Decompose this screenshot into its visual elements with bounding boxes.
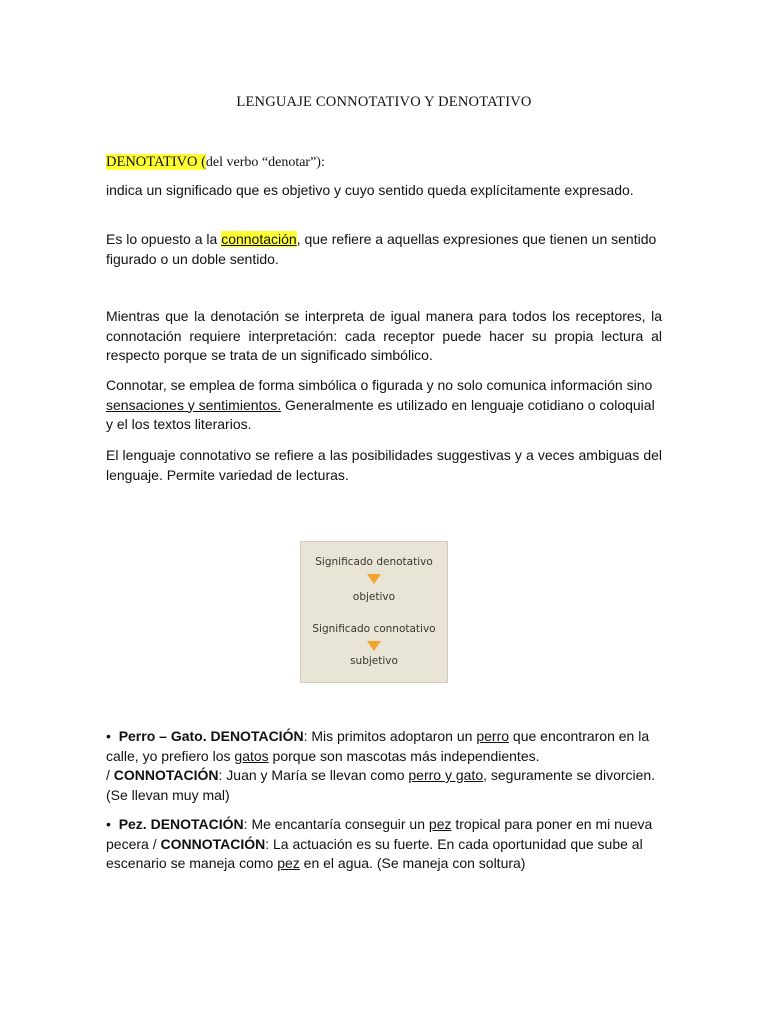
example-text: : La actuación es su fuerte. En cada oportunidad que sube al escenario se maneja como <box>106 835 643 871</box>
denotativo-heading <box>106 152 662 173</box>
document-title: LENGUAJE CONNOTATIVO Y DENOTATIVO <box>236 94 532 110</box>
example-text: , seguramente se divorcien. (Se llevan muy mal) <box>106 767 656 803</box>
slash-separator: / <box>106 767 114 783</box>
example-text: : Me encantaría conseguir un <box>243 816 429 832</box>
example-text: que encontraron en la calle, yo prefiero los <box>106 728 650 764</box>
connotacion-label: CONNOTACIÓN <box>113 767 219 783</box>
diagram-objetivo-label: objetivo <box>352 591 396 603</box>
example-text: tropical para poner en mi nueva pecera / <box>106 816 653 852</box>
connotar-paragraph <box>106 376 662 435</box>
example-text: en el agua. (Se maneja con soltura) <box>299 855 526 871</box>
diagram-subjetivo-label: subjetivo <box>350 655 398 667</box>
underlined-word: gatos <box>234 747 269 764</box>
example-heading: Pez. <box>118 816 147 832</box>
example-text: : Mis primitos adoptaron un <box>303 728 477 744</box>
significado-diagram <box>300 541 448 683</box>
connotar-before: Connotar, se emplea de forma simbólica o figurada y no solo comunica información sino <box>106 377 653 393</box>
denotativo-term: DENOTATIVO ( <box>106 154 206 170</box>
example-heading: Perro – Gato. <box>118 728 207 744</box>
bullet-icon: • <box>106 816 111 832</box>
mientras-paragraph: Mientras que la denotación se interpreta de igual manera para todos los receptores, la connotación requiere interpretación: cada receptor puede hacer su propia lectura al respecto porque se trata de un significado simbólico. <box>106 308 662 363</box>
example-perro-gato <box>106 727 662 805</box>
diagram-connotativo-label: Significado connotativo <box>312 623 436 635</box>
connotar-after: Generalmente es utilizado en lenguaje cotidiano o coloquial y el los textos literarios. <box>106 396 655 432</box>
lenguaje-paragraph: El lenguaje connotativo se refiere a las posibilidades suggestivas y a veces ambiguas del lenguaje. Permite variedad de lecturas. <box>106 447 662 483</box>
bullet-icon: • <box>106 728 111 744</box>
denotacion-label: DENOTACIÓN <box>210 728 304 744</box>
arrow-down-icon <box>367 574 381 584</box>
connotar-underlined: sensaciones y sentimientos. <box>106 396 282 413</box>
connotacion-label: CONNOTACIÓN <box>160 835 266 852</box>
opuesto-after: , que refiere a aquellas expresiones que tienen un sentido figurado o un doble sentido. <box>106 231 657 267</box>
underlined-word: perro <box>476 728 510 744</box>
diagram-denotativo-label: Significado denotativo <box>315 556 433 568</box>
arrow-down-icon <box>367 641 381 651</box>
denotacion-label: DENOTACIÓN <box>150 816 244 832</box>
opuesto-paragraph <box>106 230 662 269</box>
opuesto-before: Es lo opuesto a la <box>106 231 222 247</box>
underlined-word: perro y gato <box>408 767 484 783</box>
denotativo-definition: indica un significado que es objetivo y cuyo sentido queda explícitamente expresado. <box>106 182 634 198</box>
example-pez <box>106 815 662 874</box>
example-text: : Juan y María se llevan como <box>218 767 409 783</box>
underlined-word: pez <box>428 816 452 832</box>
connotacion-link[interactable]: connotación <box>221 231 297 247</box>
denotativo-paren: del verbo “denotar”): <box>205 155 325 170</box>
underlined-word: pez <box>277 855 300 871</box>
example-text: porque son mascotas más independientes. <box>268 747 540 764</box>
